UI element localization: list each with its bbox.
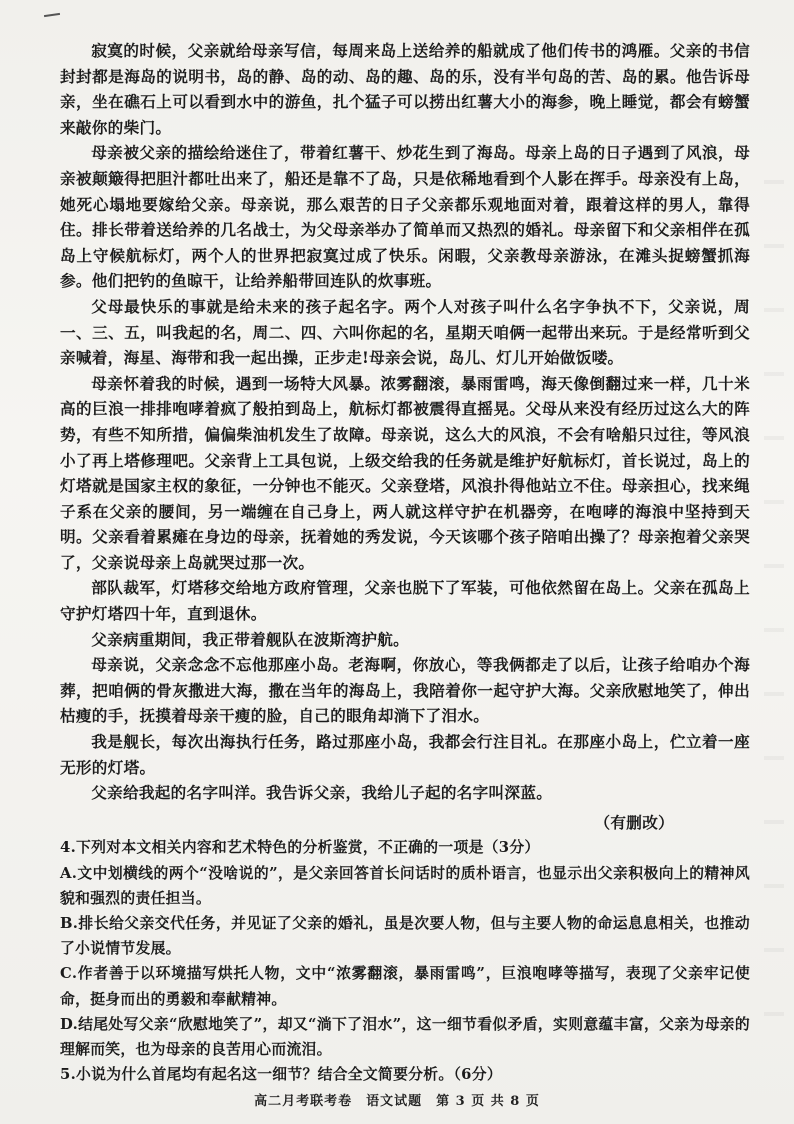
questions-section bbox=[60, 835, 750, 1087]
story-paragraph-3: 父母最快乐的事就是给未来的孩子起名字。两个人对孩子叫什么名字争执不下，父亲说，周一、三、五，叫我起的名，周二、四、六叫你起的名，星期天咱俩一起带出来玩。于是经常听到父亲喊着，海星、海带和我一起出操，正步走!母亲会说，岛儿、灯儿开始做饭喽。 bbox=[60, 296, 750, 368]
story-paragraph-9: 父亲给我起的名字叫洋。我告诉父亲，我给儿子起的名字叫深蓝。 bbox=[91, 783, 553, 803]
edit-note: （有删改） bbox=[594, 812, 674, 832]
story-paragraph-8: 我是舰长，每次出海执行任务，路过那座小岛，我都会行注目礼。在那座小岛上，伫立着一座无形的灯塔。 bbox=[60, 732, 750, 777]
question-4-option-a: A.文中划横线的两个“没啥说的”，是父亲回答首长问话时的质朴语言，也显示出父亲积极向上的精神风貌和强烈的责任担当。 bbox=[60, 864, 750, 907]
scan-mark bbox=[44, 13, 60, 17]
page-footer: 高二月考联考卷 语文试题 第 3 页 共 8 页 bbox=[254, 1094, 540, 1109]
scan-noise bbox=[764, 120, 784, 1020]
question-4-option-c: C.作者善于以环境描写烘托人物，文中“浓雾翻滚，暴雨雷鸣”，巨浪咆哮等描写，表现了父亲牢记使命，挺身而出的勇毅和奉献精神。 bbox=[60, 965, 750, 1008]
story-paragraph-6: 父亲病重期间，我正带着舰队在波斯湾护航。 bbox=[91, 629, 410, 649]
story-paragraph-1: 寂寞的时候，父亲就给母亲写信，每周来岛上送给养的船就成了他们传书的鸿雁。父亲的书信封封都是海岛的说明书，岛的静、岛的动、岛的趣、岛的乐，没有半句岛的苦、岛的累。他告诉母亲，坐在礁石上可以看到水中的游鱼，扎个猛子可以捞出红薯大小的海参，晚上睡觉，都会有螃蟹来敲你的柴门。 bbox=[60, 41, 750, 137]
question-4-stem: 4.下列对本文相关内容和艺术特色的分析鉴赏，不正确的一项是（3分） bbox=[60, 839, 540, 857]
story-paragraph-7: 母亲说，父亲念念不忘他那座小岛。老海啊，你放心，等我俩都走了以后，让孩子给咱办个海葬，把咱俩的骨灰撒进大海，撒在当年的海岛上，我陪着你一起守护大海。父亲欣慰地笑了，伸出枯瘦的手，抚摸着母亲干瘦的脸，自己的眼角却淌下了泪水。 bbox=[60, 655, 750, 726]
story-paragraph-5: 部队裁军，灯塔移交给地方政府管理，父亲也脱下了军装，可他依然留在岛上。父亲在孤岛上守护灯塔四十年，直到退休。 bbox=[60, 578, 750, 624]
question-5-stem: 5.小说为什么首尾均有起名这一细节？结合全文简要分析。（6分） bbox=[60, 1066, 502, 1084]
story-paragraph-4: 母亲怀着我的时候，遇到一场特大风暴。浓雾翻滚，暴雨雷鸣，海天像倒翻过来一样，几十米高的巨浪一排排咆哮着疯了般拍到岛上，航标灯都被震得直摇晃。父母从来没有经历过这么大的阵势，有些不知所措，偏偏柴油机发生了故障。母亲说，这么大的风浪，不会有啥船只过往，等风浪小了再上塔修理吧。父亲背上工具包说，上级交给我的任务就是维护好航标灯，首长说过，岛上的灯塔就是国家主权的象征，一分钟也不能灭。父亲登塔，风浪扑得他站立不住。母亲担心，找来绳子系在父亲的腰间，另一端缠在自己身上，两人就这样守护在机器旁，在咆哮的海浪中坚持到天明。父亲看着累瘫在身边的母亲，抚着她的秀发说，今天该哪个孩子陪咱出操了？母亲抱着父亲哭了，父亲说母亲上岛就哭过那一次。 bbox=[60, 373, 750, 572]
question-4-option-d: D.结尾处写父亲“欣慰地笑了”，却又“淌下了泪水”，这一细节看似矛盾，实则意蕴丰富，父亲为母亲的理解而笑，也为母亲的良苦用心而流泪。 bbox=[60, 1015, 750, 1059]
story-paragraph-2: 母亲被父亲的描绘给迷住了，带着红薯干、炒花生到了海岛。母亲上岛的日子遇到了风浪，母亲被颠簸得把胆汁都吐出来了，船还是靠不了岛，只是依稀地看到个人影在挥手。母亲没有上岛，她死心塌地要嫁给父亲。母亲说，那么艰苦的日子父亲都乐观地面对着，跟着这样的男人，靠得住。排长带着送给养的几名战士，为父母亲举办了简单而又热烈的婚礼。母亲留下和父亲相伴在孤岛上守候航标灯，两个人的世界把寂寞过成了快乐。闲暇，父亲教母亲游泳，在滩头捉螃蟹抓海参。他们把钓的鱼晾干，让给养船带回连队的炊事班。 bbox=[60, 143, 750, 291]
question-4-option-b: B.排长给父亲交代任务，并见证了父亲的婚礼，虽是次要人物，但与主要人物的命运息息相关，也推动了小说情节发展。 bbox=[60, 915, 750, 958]
page-content bbox=[60, 38, 750, 1087]
